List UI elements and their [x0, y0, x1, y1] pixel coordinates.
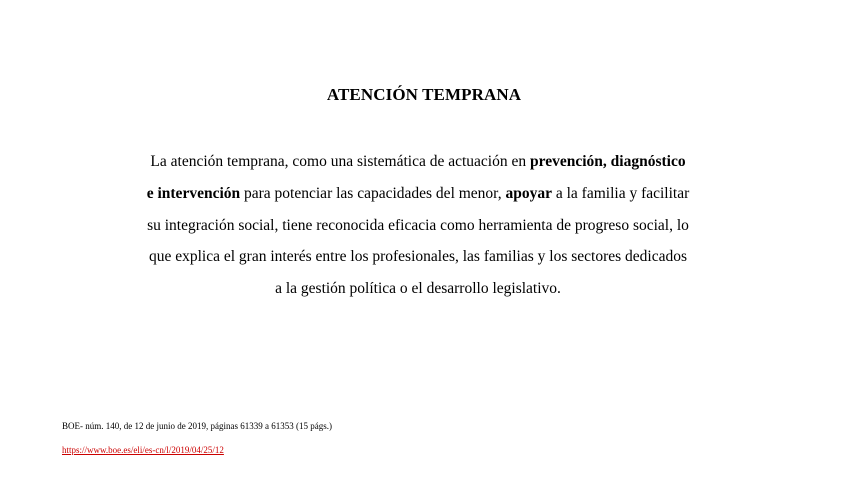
body-paragraph	[104, 146, 732, 305]
text-run: a la familia y facilitar	[551, 184, 690, 202]
paragraph-line	[104, 210, 732, 242]
bold-text-run: e intervención	[146, 184, 241, 202]
text-run: que explica el gran interés entre los profesionales, las familias y los sectores dedicados	[148, 248, 687, 266]
text-run: su integración social, tiene reconocida eficacia como herramienta de progreso social, lo	[147, 216, 689, 234]
paragraph-line	[104, 146, 732, 178]
paragraph-line	[104, 241, 732, 273]
bold-text-run: apoyar	[505, 184, 552, 202]
text-run: La atención temprana, como una sistemática de actuación en	[150, 153, 530, 170]
paragraph-line	[104, 273, 732, 305]
text-run: para potenciar las capacidades del menor,	[240, 184, 506, 202]
document-title: ATENCIÓN TEMPRANA	[326, 85, 522, 104]
text-run: a la gestión política o el desarrollo legislativo.	[275, 280, 561, 298]
paragraph-line	[104, 178, 732, 210]
source-citation: BOE- núm. 140, de 12 de junio de 2019, páginas 61339 a 61353 (15 págs.)	[62, 421, 332, 431]
source-link[interactable]: https://www.boe.es/eli/es-cn/l/2019/04/25/12	[62, 445, 224, 455]
bold-text-run: prevención, diagnóstico	[530, 153, 686, 170]
